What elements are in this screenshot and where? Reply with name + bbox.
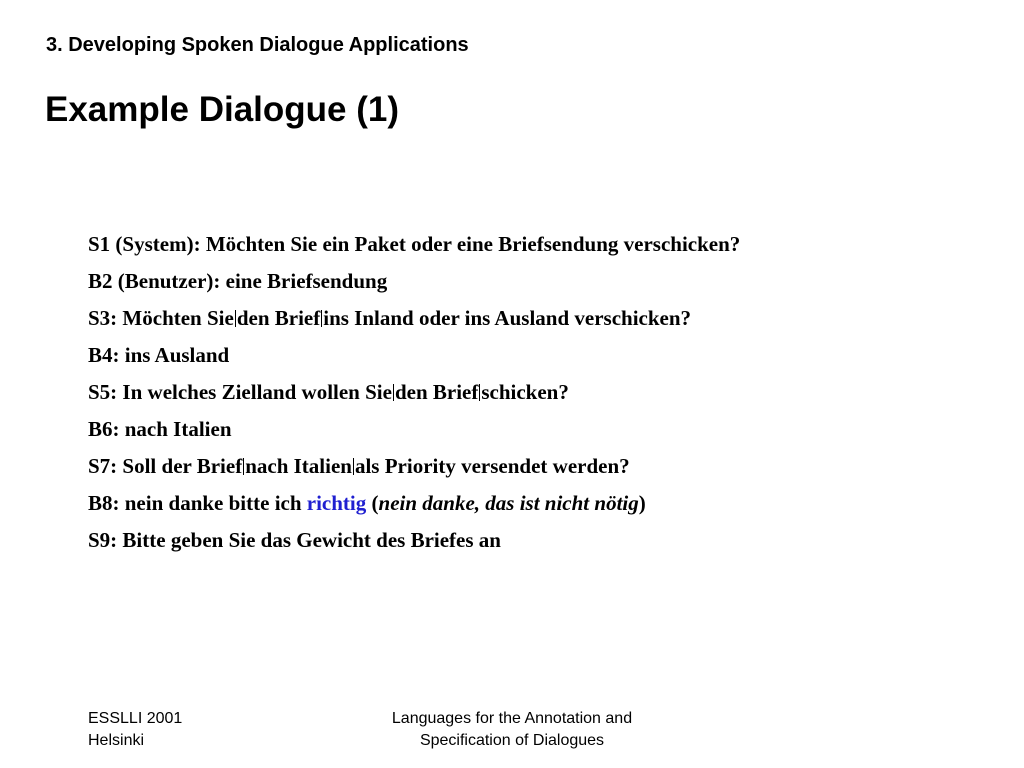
turn-text: S5: In welches Zielland wollen Sie <box>88 380 392 404</box>
turn-text: S7: Soll der Brief <box>88 454 243 478</box>
footer-conference: ESSLLI 2001 <box>88 710 183 727</box>
turn-text: nach Italien <box>245 454 352 478</box>
highlighted-word: richtig <box>306 491 367 515</box>
dialogue-turn-b2: B2 (Benutzer): eine Briefsendung <box>88 269 388 293</box>
dialogue-turn-b4: B4: ins Ausland <box>88 343 230 367</box>
phrase-separator <box>235 310 236 327</box>
paren-open: ( <box>366 491 379 515</box>
turn-text: als Priority versendet werden? <box>354 454 630 478</box>
turn-text: schicken? <box>481 380 569 404</box>
dialogue-turn-b6: B6: nach Italien <box>88 417 232 441</box>
turn-text: den Brief <box>394 380 479 404</box>
turn-text: ins Inland oder ins Ausland verschicken? <box>323 306 692 330</box>
gloss-translation: nein danke, das ist nicht nötig <box>378 491 639 515</box>
footer-course-title-line1: Languages for the Annotation and <box>391 710 633 727</box>
dialogue-turn-s5 <box>88 374 740 411</box>
footer-center <box>312 708 712 752</box>
phrase-separator <box>353 458 354 475</box>
dialogue-turn-s7 <box>88 448 740 485</box>
footer-left <box>88 708 182 752</box>
turn-text: B8: nein danke bitte ich <box>88 491 307 515</box>
phrase-separator <box>393 384 394 401</box>
dialogue-turn-s3 <box>88 300 740 337</box>
dialogue-turn-s1: S1 (System): Möchten Sie ein Paket oder eine Briefsendung verschicken? <box>88 232 741 256</box>
footer-location: Helsinki <box>88 732 145 749</box>
turn-text: den Brief <box>236 306 321 330</box>
dialogue-turn-b8 <box>88 485 740 522</box>
section-title: 3. Developing Spoken Dialogue Applications <box>46 34 469 56</box>
slide-title: Example Dialogue (1) <box>45 90 399 129</box>
footer-course-title-line2: Specification of Dialogues <box>419 732 605 749</box>
dialogue-turn-s9: S9: Bitte geben Sie das Gewicht des Briefes an <box>88 528 501 552</box>
turn-text: S3: Möchten Sie <box>88 306 234 330</box>
paren-close: ) <box>638 491 646 515</box>
dialogue-list <box>88 226 740 559</box>
